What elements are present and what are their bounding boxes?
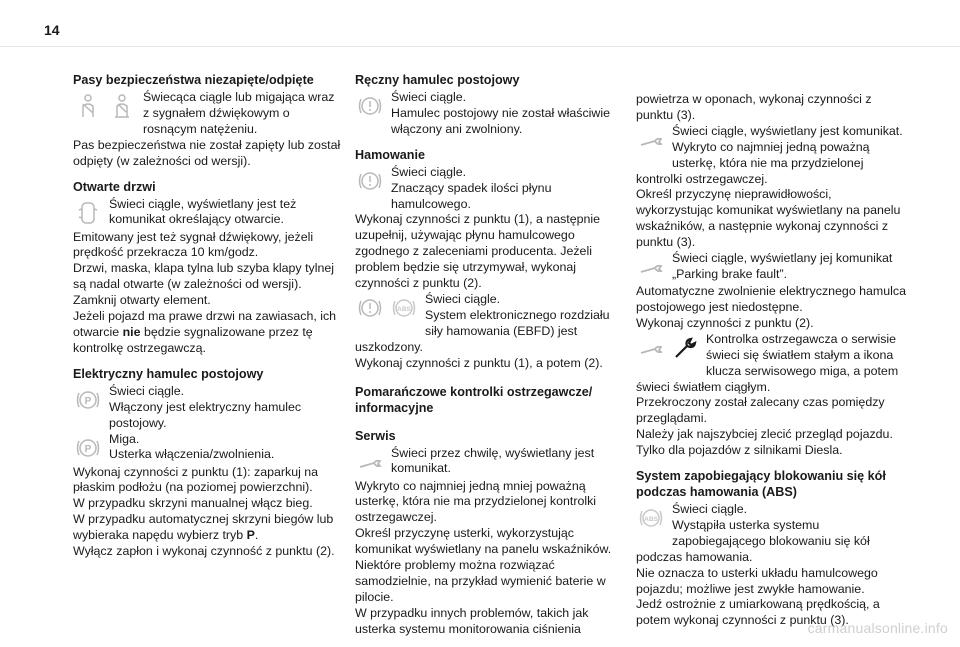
door-open-icon (73, 198, 103, 228)
service-state-4: Kontrolka ostrzegawcza o serwisie świeci się światłem stałym a ikona klucza serwisowego miga, a potem świeci światłem ciągłym. (636, 331, 899, 394)
epb-desc-4: Wyłącz zapłon i wykonaj czynność z punktu (2). (73, 544, 335, 559)
service-action-2: Określ przyczynę nieprawidłowości, wykorzystując komunikat wyświetlany na panelu wskaźników, a następnie wykonaj czynności z punktu (3). (636, 187, 901, 250)
door-desc-4: Zamknij otwarty element. (73, 293, 211, 308)
section-title: Serwis (355, 428, 396, 443)
abs-icon (389, 293, 419, 323)
epb-section (73, 366, 343, 560)
emphasis-nie: nie (122, 324, 141, 339)
service-section (355, 428, 625, 638)
parking-brake-icon (73, 385, 103, 415)
brake-warning-icon (355, 293, 385, 323)
abs-section (636, 468, 906, 629)
seatbelt-section (73, 72, 343, 170)
section-title: Otwarte drzwi (73, 179, 156, 194)
braking-desc: Znaczący spadek ilości płynu hamulcowego. (391, 180, 552, 211)
handbrake-state: Świeci ciągle. (391, 90, 467, 104)
epb-state-1: Świeci ciągle. (109, 383, 185, 398)
handbrake-desc: Hamulec postojowy nie został właściwie włączony ani zwolniony. (391, 105, 610, 136)
epb-state-1-desc: Włączony jest elektryczny hamulec postojowy. (109, 399, 302, 430)
service-action-4c: Tylko dla pojazdów z silnikami Diesla. (636, 443, 843, 458)
service-cont-lead: powietrza w oponach, wykonaj czynności z punktu (3). (636, 92, 872, 122)
amber-lamps-heading (355, 384, 625, 416)
doors-section (73, 179, 343, 357)
epb-desc-3: W przypadku automatycznej skrzyni biegów lub wybieraka napędu wybierz tryb P. (73, 512, 334, 543)
header-divider (0, 46, 960, 47)
ebfd-action: Wykonaj czynności z punktu (1), a potem (2). (355, 355, 603, 370)
seatbelt-rear-warning-icon (107, 91, 137, 121)
wrench-icon (636, 333, 666, 363)
column-3 (636, 92, 906, 638)
page-number: 14 (44, 22, 60, 38)
ebfd-state: Świeci ciągle. (425, 291, 501, 306)
door-desc-5: Jeżeli pojazd ma prawe drzwi na zawiasach, ich otwarcie nie będzie sygnalizowane przez tę kontrolkę ostrzegawczą. (73, 309, 337, 355)
epb-state-2-desc: Usterka włączenia/zwolnienia. (109, 447, 275, 462)
abs-desc-1: Nie oznacza to usterki układu hamulcowego pojazdu; możliwe jest zwykłe hamowanie. (636, 565, 878, 596)
section-title: System zapobiegający blokowaniu się kół podczas hamowania (ABS) (636, 469, 886, 500)
service-state-3: Świeci ciągle, wyświetlany jej komunikat „Parking brake fault”. (672, 251, 893, 281)
svg-text:P: P (84, 443, 92, 455)
watermark: carmanualsonline.info (807, 620, 948, 636)
section-title: Pasy bezpieczeństwa niezapięte/odpięte (73, 73, 314, 87)
service-action-3b: Wykonaj czynności z punktu (2). (636, 315, 814, 330)
service-desc-2: Określ przyczynę usterki, wykorzystując komunikat wyświetlany na panelu wskaźników. (355, 526, 612, 557)
brake-fluid-icon (355, 166, 385, 196)
svg-text:P: P (84, 395, 92, 407)
seatbelt-warning-icon (73, 91, 103, 121)
abs-state: Świeci ciągle. (672, 502, 748, 517)
service-action-4a: Przekroczony został zalecany czas pomiędzy przeglądami. (636, 395, 885, 426)
abs-icon (636, 503, 666, 533)
braking-state: Świeci ciągle. (391, 164, 467, 179)
braking-action: Wykonaj czynności z punktu (1), a następnie uzupełnij, używając płynu hamulcowego zgodnego z zaleceniami producenta. Jeżeli problem będzie się utrzymywał, wykonaj czynności z punktu (2). (355, 212, 601, 291)
svg-text:ABS: ABS (397, 305, 411, 313)
wrench-icon (355, 447, 385, 477)
section-title: Hamowanie (355, 147, 425, 162)
header-band (0, 0, 960, 60)
seatbelt-desc-1: Świecąca ciągle lub migająca wraz z sygnałem dźwiękowym o rosnącym natężeniu. (143, 90, 335, 136)
service-action-4b: Należy jak najszybciej zlecić przegląd pojazdu. (636, 427, 893, 442)
door-desc-3: Drzwi, maska, klapa tylna lub szyba klapy tylnej są nadal otwarte (w zależności od wersji). (73, 261, 334, 292)
brake-warning-icon (355, 91, 385, 121)
abs-desc-2: Jedź ostrożnie z umiarkowaną prędkością, a potem wykonaj czynności z punktu (3). (636, 597, 880, 628)
wrench-icon (636, 252, 666, 282)
section-title: Elektryczny hamulec postojowy (73, 366, 264, 381)
service-desc-4: W przypadku innych problemów, takich jak usterka systemu monitorowania ciśnienia (355, 605, 589, 636)
service-spanner-icon (670, 333, 700, 363)
service-state-2: Świeci ciągle, wyświetlany jest komunikat. Wykryto co najmniej jedną poważną usterkę, która nie ma przydzielonej kontrolki ostrzegawczej. (636, 123, 903, 186)
section-title: Ręczny hamulec postojowy (355, 73, 520, 87)
svg-text:ABS: ABS (644, 516, 658, 524)
column-1 (73, 72, 343, 569)
column-2 (355, 72, 625, 647)
service-action-3a: Automatyczne zwolnienie elektrycznego hamulca postojowego jest niedostępne. (636, 284, 906, 314)
service-desc-3: Niektóre problemy można rozwiązać samodzielnie, na przykład wymienić baterie w pilocie. (355, 558, 606, 604)
epb-state-2: Miga. (109, 431, 140, 446)
service-state: Świeci przez chwilę, wyświetlany jest komunikat. (391, 445, 595, 476)
parking-brake-flashing-icon (73, 433, 103, 463)
handbrake-section (355, 72, 625, 138)
wrench-icon (636, 125, 666, 155)
service-desc-1: Wykryto co najmniej jedną mniej poważną usterkę, która nie ma przydzielonej kontrolki ostrzegawczej. (355, 478, 597, 525)
ebfd-desc: System elektronicznego rozdziału siły hamowania (EBFD) jest uszkodzony. (355, 307, 610, 354)
braking-section (355, 147, 625, 372)
door-desc-2: Emitowany jest też sygnał dźwiękowy, jeżeli prędkość przekracza 10 km/godz. (73, 229, 314, 260)
door-desc-1: Świeci ciągle, wyświetlany jest też komunikat określający otwarcie. (109, 196, 297, 227)
seatbelt-desc-2: Pas bezpieczeństwa nie został zapięty lub został odpięty (w zależności od wersji). (73, 137, 341, 168)
abs-desc: Wystąpiła usterka systemu zapobiegającego blokowaniu się kół podczas hamowania. (636, 517, 870, 564)
emphasis-p: P (246, 528, 255, 543)
epb-desc-1: Wykonaj czynności z punktu (1): zaparkuj na płaskim podłożu (na poziomej powierzchni). (73, 464, 319, 495)
section-title: Pomarańczowe kontrolki ostrzegawcze/ informacyjne (355, 384, 593, 415)
epb-desc-2: W przypadku skrzyni manualnej włącz bieg. (73, 496, 313, 511)
